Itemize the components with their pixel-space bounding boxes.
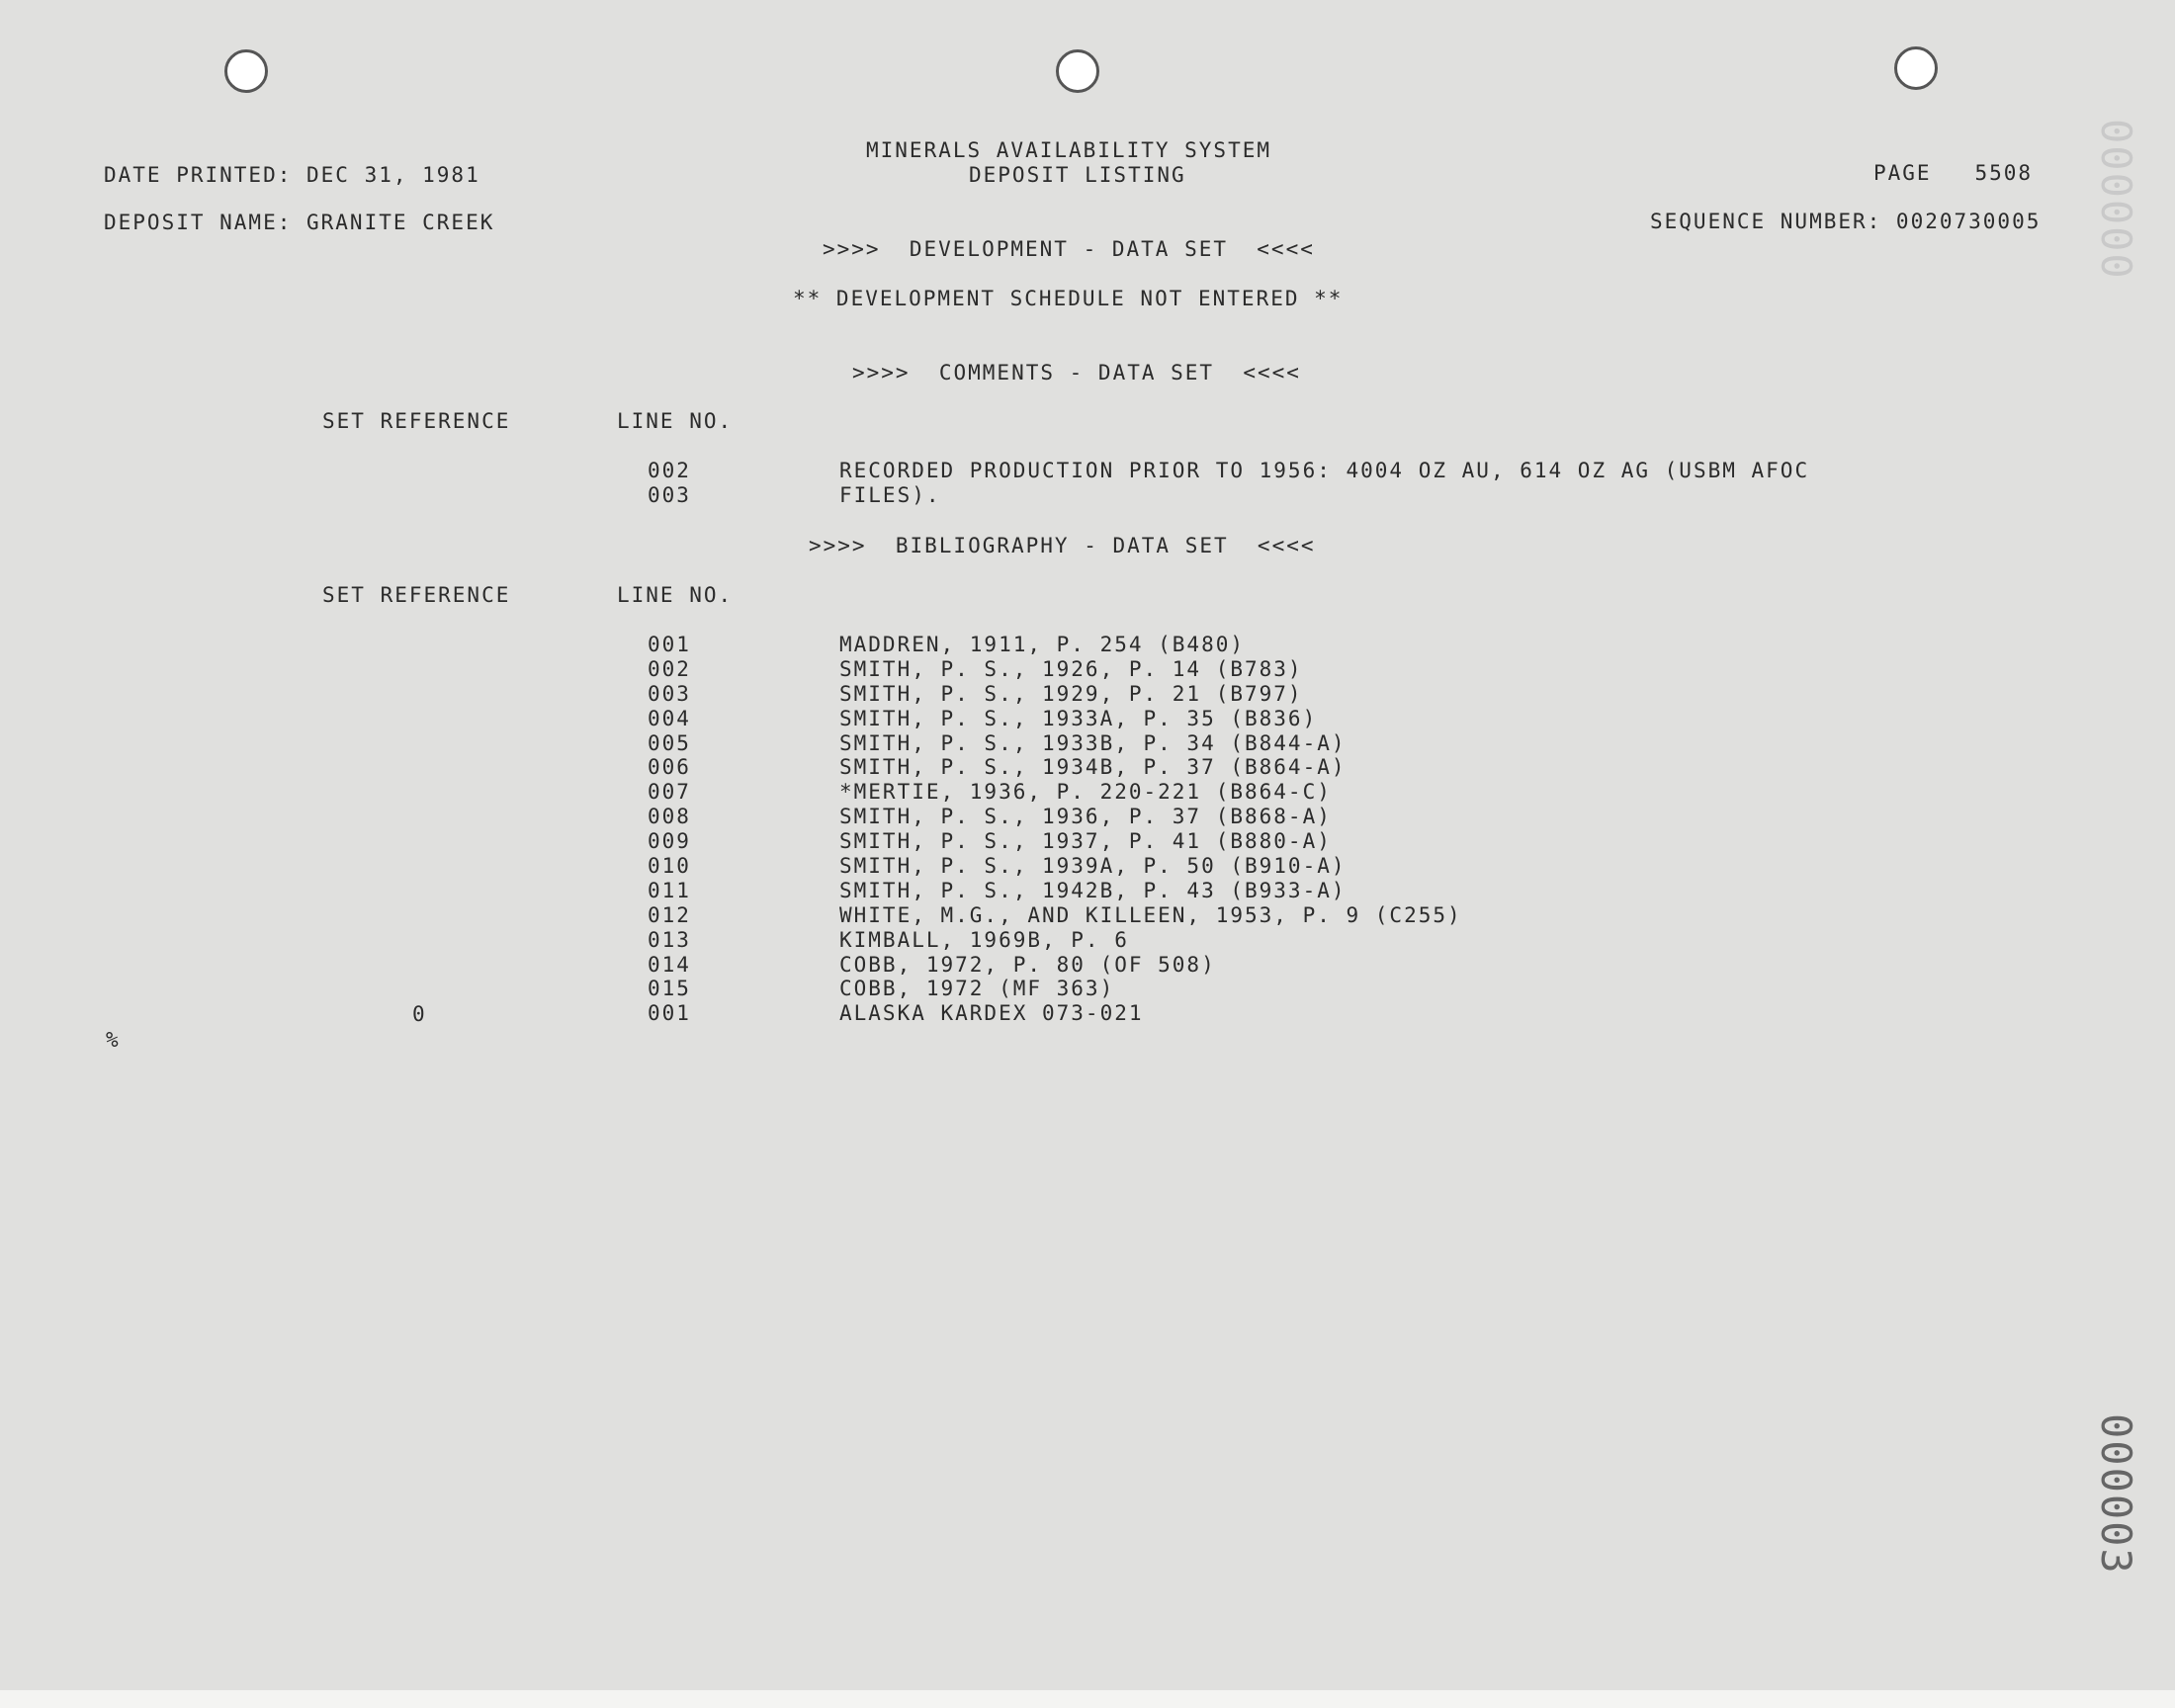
development-heading: >>>> DEVELOPMENT - DATA SET <<<< xyxy=(823,237,1315,261)
bibliography-line-no: 006 xyxy=(648,755,691,780)
bibliography-text: SMITH, P. S., 1933A, P. 35 (B836) xyxy=(839,706,1318,730)
comments-col-set-reference: SET REFERENCE xyxy=(322,409,511,433)
bibliography-text: WHITE, M.G., AND KILLEEN, 1953, P. 9 (C255) xyxy=(839,902,1462,927)
date-printed: DATE PRINTED: DEC 31, 1981 xyxy=(104,163,480,187)
bibliography-text: COBB, 1972, P. 80 (OF 508) xyxy=(839,952,1216,977)
comment-row xyxy=(648,459,1933,483)
system-title: MINERALS AVAILABILITY SYSTEM xyxy=(866,138,1272,162)
bibliography-text: SMITH, P. S., 1929, P. 21 (B797) xyxy=(839,681,1303,706)
deposit-name: DEPOSIT NAME: GRANITE CREEK xyxy=(104,211,495,234)
bibliography-text: SMITH, P. S., 1926, P. 14 (B783) xyxy=(839,656,1303,681)
bibliography-text: SMITH, P. S., 1936, P. 37 (B868-A) xyxy=(839,805,1332,829)
bibliography-row xyxy=(648,707,1933,731)
punch-hole-right xyxy=(1894,46,1938,90)
bibliography-row xyxy=(648,829,1933,854)
comment-line-no: 002 xyxy=(648,459,691,482)
bibliography-row xyxy=(648,977,1933,1001)
bibliography-line-no: 009 xyxy=(648,829,691,854)
comment-text: FILES). xyxy=(839,482,941,507)
bibliography-line-no: 001 xyxy=(648,1001,691,1026)
bibliography-row xyxy=(648,903,1933,928)
bibliography-text: SMITH, P. S., 1942B, P. 43 (B933-A) xyxy=(839,878,1347,902)
bibliography-col-set-reference: SET REFERENCE xyxy=(322,583,511,607)
bibliography-text: SMITH, P. S., 1933B, P. 34 (B844-A) xyxy=(839,730,1347,755)
bibliography-row xyxy=(648,755,1933,780)
bibliography-line-no: 010 xyxy=(648,854,691,879)
bibliography-heading: >>>> BIBLIOGRAPHY - DATA SET <<<< xyxy=(809,534,1316,557)
bibliography-text: *MERTIE, 1936, P. 220-221 (B864-C) xyxy=(839,780,1332,805)
bibliography-text: MADDREN, 1911, P. 254 (B480) xyxy=(839,633,1246,656)
comment-text: RECORDED PRODUCTION PRIOR TO 1956: 4004 OZ AU, 614 OZ AG (USBM AFOC xyxy=(839,459,1810,482)
bibliography-text: SMITH, P. S., 1939A, P. 50 (B910-A) xyxy=(839,854,1347,879)
bibliography-line-no: 013 xyxy=(648,927,691,952)
comments-col-line-no: LINE NO. xyxy=(617,409,734,433)
bibliography-text: COBB, 1972 (MF 363) xyxy=(839,977,1115,1001)
page-number: PAGE 5508 xyxy=(1873,161,2034,185)
bibliography-line-no: 001 xyxy=(648,633,691,656)
bibliography-line-no: 008 xyxy=(648,805,691,829)
punch-hole-center xyxy=(1056,49,1099,93)
comments-rows xyxy=(648,459,1933,508)
archive-stamp-top: 000000 xyxy=(2092,119,2140,281)
bibliography-text: SMITH, P. S., 1937, P. 41 (B880-A) xyxy=(839,829,1332,854)
bibliography-row xyxy=(648,657,1933,682)
bibliography-line-no: 005 xyxy=(648,730,691,755)
development-note: ** DEVELOPMENT SCHEDULE NOT ENTERED ** xyxy=(793,287,1344,310)
bibliography-line-no: 015 xyxy=(648,977,691,1001)
bibliography-row xyxy=(648,633,1933,657)
bibliography-text: KIMBALL, 1969B, P. 6 xyxy=(839,927,1129,952)
punch-hole-left xyxy=(224,49,268,93)
bibliography-row xyxy=(648,1001,1933,1026)
bibliography-col-line-no: LINE NO. xyxy=(617,583,734,607)
bibliography-line-no: 012 xyxy=(648,902,691,927)
bibliography-line-no: 003 xyxy=(648,681,691,706)
bibliography-row xyxy=(648,928,1933,953)
sequence-number: SEQUENCE NUMBER: 0020730005 xyxy=(1650,210,2042,233)
bibliography-line-no: 002 xyxy=(648,656,691,681)
bibliography-line-no: 004 xyxy=(648,706,691,730)
archive-stamp-bottom: 000003 xyxy=(2092,1413,2140,1576)
bibliography-row xyxy=(648,854,1933,879)
bibliography-line-no: 014 xyxy=(648,952,691,977)
set-reference-mark: 0 xyxy=(412,1002,427,1026)
bibliography-line-no: 007 xyxy=(648,780,691,805)
bibliography-text: SMITH, P. S., 1934B, P. 37 (B864-A) xyxy=(839,755,1347,780)
bibliography-row xyxy=(648,805,1933,829)
comment-row xyxy=(648,483,1933,508)
bibliography-text: ALASKA KARDEX 073-021 xyxy=(839,1001,1144,1026)
listing-title: DEPOSIT LISTING xyxy=(969,163,1186,187)
bibliography-rows xyxy=(648,633,1933,1026)
bibliography-row xyxy=(648,879,1933,903)
comments-heading: >>>> COMMENTS - DATA SET <<<< xyxy=(852,361,1301,384)
bibliography-row xyxy=(648,953,1933,978)
end-of-record-mark: % xyxy=(106,1028,121,1052)
bibliography-row xyxy=(648,682,1933,707)
bibliography-row xyxy=(648,731,1933,756)
bibliography-line-no: 011 xyxy=(648,878,691,902)
scan-edge xyxy=(0,1690,2175,1708)
bibliography-row xyxy=(648,780,1933,805)
comment-line-no: 003 xyxy=(648,482,691,507)
